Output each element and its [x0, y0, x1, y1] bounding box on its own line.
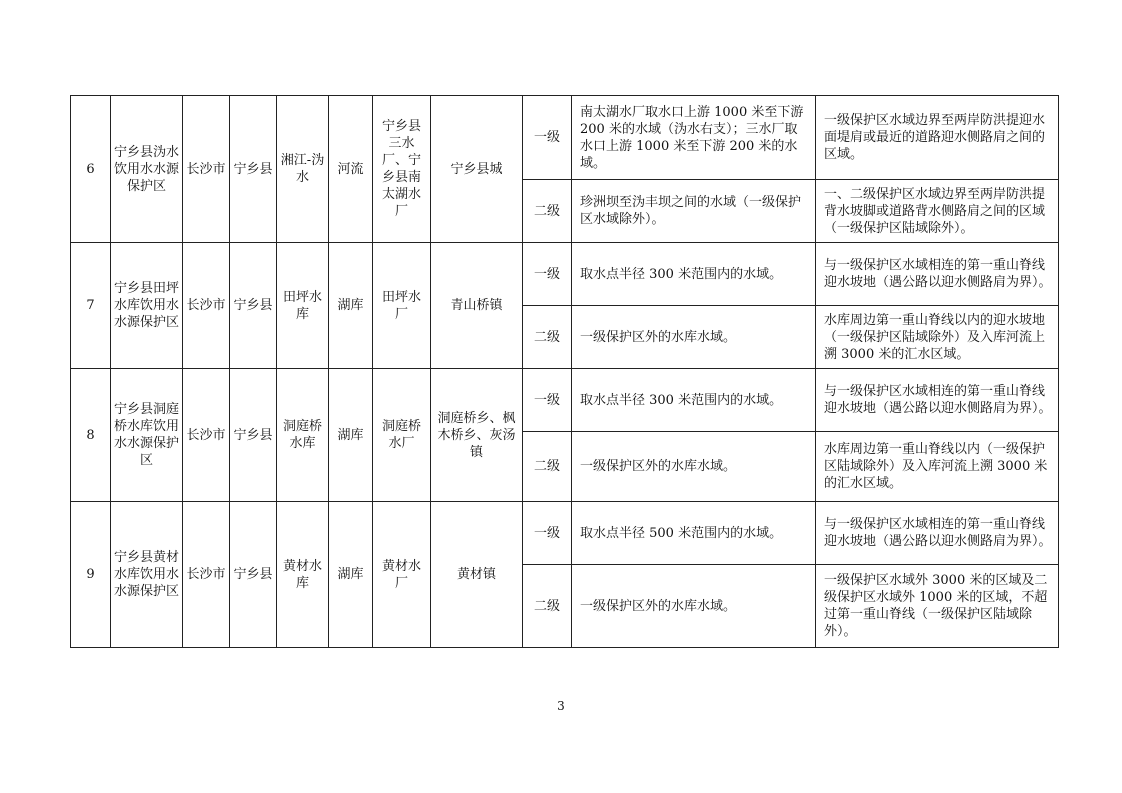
- protection-zone-table: [70, 95, 1059, 648]
- row-number: 8: [71, 369, 111, 502]
- water-type: 湖库: [329, 243, 373, 369]
- water-scope: 一级保护区外的水库水域。: [572, 306, 816, 369]
- table-row: [71, 502, 1059, 565]
- zone-name: 宁乡县洞庭桥水库饮用水水源保护区: [111, 369, 183, 502]
- water-body: 洞庭桥水库: [277, 369, 329, 502]
- county: 宁乡县: [230, 369, 277, 502]
- service-area: 洞庭桥乡、枫木桥乡、灰汤镇: [431, 369, 523, 502]
- county: 宁乡县: [230, 96, 277, 243]
- table-row: [71, 369, 1059, 432]
- water-body: 湘江-沩水: [277, 96, 329, 243]
- land-scope: 水库周边第一重山脊线以内的迎水坡地（一级保护区陆域除外）及入库河流上溯 3000 米的汇水区域。: [816, 306, 1059, 369]
- land-scope: 与一级保护区水域相连的第一重山脊线迎水坡地（遇公路以迎水侧路肩为界）。: [816, 369, 1059, 432]
- water-type: 河流: [329, 96, 373, 243]
- land-scope: 与一级保护区水域相连的第一重山脊线迎水坡地（遇公路以迎水侧路肩为界）。: [816, 243, 1059, 306]
- water-plant: 黄材水厂: [373, 502, 431, 648]
- table-row: [71, 96, 1059, 180]
- service-area: 宁乡县城: [431, 96, 523, 243]
- city: 长沙市: [183, 369, 230, 502]
- table-row: [71, 243, 1059, 306]
- row-number: 6: [71, 96, 111, 243]
- service-area: 黄材镇: [431, 502, 523, 648]
- water-scope: 取水点半径 300 米范围内的水域。: [572, 243, 816, 306]
- water-type: 湖库: [329, 502, 373, 648]
- county: 宁乡县: [230, 502, 277, 648]
- zone-name: 宁乡县黄材水库饮用水水源保护区: [111, 502, 183, 648]
- city: 长沙市: [183, 96, 230, 243]
- level-label: 一级: [523, 96, 572, 180]
- water-scope: 取水点半径 500 米范围内的水域。: [572, 502, 816, 565]
- row-number: 9: [71, 502, 111, 648]
- level-label: 一级: [523, 502, 572, 565]
- land-scope: 一、二级保护区水域边界至两岸防洪提背水坡脚或道路背水侧路肩之间的区域（一级保护区陆域除外）。: [816, 180, 1059, 243]
- level-label: 二级: [523, 306, 572, 369]
- land-scope: 一级保护区水域外 3000 米的区域及二级保护区水域外 1000 米的区域，不超过第一重山脊线（一级保护区陆域除外）。: [816, 565, 1059, 648]
- level-label: 二级: [523, 432, 572, 502]
- water-plant: 洞庭桥水厂: [373, 369, 431, 502]
- water-body: 黄材水库: [277, 502, 329, 648]
- level-label: 二级: [523, 180, 572, 243]
- land-scope: 一级保护区水域边界至两岸防洪提迎水面堤肩或最近的道路迎水侧路肩之间的区域。: [816, 96, 1059, 180]
- zone-name: 宁乡县沩水饮用水水源保护区: [111, 96, 183, 243]
- county: 宁乡县: [230, 243, 277, 369]
- water-scope: 一级保护区外的水库水域。: [572, 432, 816, 502]
- zone-name: 宁乡县田坪水库饮用水水源保护区: [111, 243, 183, 369]
- level-label: 二级: [523, 565, 572, 648]
- service-area: 青山桥镇: [431, 243, 523, 369]
- water-scope: 珍洲坝至沩丰坝之间的水域（一级保护区水域除外）。: [572, 180, 816, 243]
- water-scope: 南太湖水厂取水口上游 1000 米至下游 200 米的水域（沩水右支）；三水厂取水口上游 1000 米至下游 200 米的水域。: [572, 96, 816, 180]
- city: 长沙市: [183, 243, 230, 369]
- water-plant: 田坪水厂: [373, 243, 431, 369]
- land-scope: 与一级保护区水域相连的第一重山脊线迎水坡地（遇公路以迎水侧路肩为界）。: [816, 502, 1059, 565]
- water-body: 田坪水库: [277, 243, 329, 369]
- page-number: 3: [557, 699, 565, 713]
- water-type: 湖库: [329, 369, 373, 502]
- level-label: 一级: [523, 243, 572, 306]
- water-plant: 宁乡县三水厂、宁乡县南太湖水厂: [373, 96, 431, 243]
- land-scope: 水库周边第一重山脊线以内（一级保护区陆域除外）及入库河流上溯 3000 米的汇水区域。: [816, 432, 1059, 502]
- level-label: 一级: [523, 369, 572, 432]
- row-number: 7: [71, 243, 111, 369]
- water-scope: 取水点半径 300 米范围内的水域。: [572, 369, 816, 432]
- water-scope: 一级保护区外的水库水域。: [572, 565, 816, 648]
- city: 长沙市: [183, 502, 230, 648]
